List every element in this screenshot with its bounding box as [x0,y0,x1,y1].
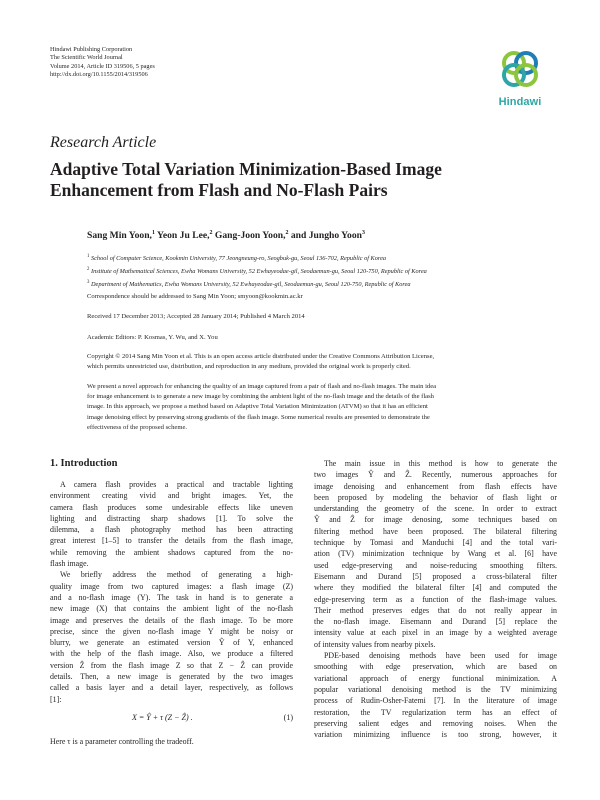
text-line: image denoising and enhancement from flash effects have [314,481,557,491]
academic-editors: Academic Editors: P. Kosmas, Y. Wu, and X. You [87,334,218,341]
text-line: PDE-based denoising methods have been used for image [324,651,557,661]
text-line: lighting and distracting sharp shadows [1]. To solve the [50,513,293,523]
text-line: dilemma, a flash photography method has been attracting [50,525,293,535]
text-line: and a no-flash image (Y). The task in hand is to generate a [50,592,293,602]
equation-1 [50,713,293,727]
text-line: The main issue in this method is how to generate the [324,459,557,468]
affiliation [87,252,427,265]
author-affil-mark: 1 [151,230,155,236]
equation-body: X = Ŷ + τ (Z − Ẑ) . [132,713,193,722]
equation-number: (1) [283,713,293,722]
author-affil-mark: 2 [285,230,289,236]
title-line: Enhancement from Flash and No-Flash Pairs [50,180,388,200]
text-line: edge-preserving term as a function of the flash-image values. [314,594,557,604]
text-line: quality image from two captured images: a flash image (Z) [50,581,293,591]
text-line: filtering method have been proposed. The bilateral filtering [314,526,557,536]
text-line: precise, since the given no-flash image Y might be noisy or [50,626,293,636]
copyright-notice [87,352,557,372]
body-column-right [314,458,557,740]
text-line: understanding the geometry of the scene. In order to extract [314,504,557,514]
publisher: Hindawi Publishing Corporation [50,46,133,53]
text-line: flash image. [50,559,89,569]
paragraph [314,650,557,740]
text-line: Here τ is a parameter controlling the tradeoff. [50,737,194,746]
abstract-line: effectiveness of the proposed scheme. [87,423,188,431]
text-line: while removing the ambient shadows captured from the no- [50,547,293,557]
body-column-left-continued [50,736,293,747]
text-line: Ŷ and Ẑ for image denosing, some techniques based on [314,515,557,525]
text-line: version Ẑ from the flash image Z so that Z − Ẑ can provide [50,660,293,670]
text-line: been proposed by modeling the behavior of flash light or [314,492,557,502]
affil-mark: 2 [87,266,90,272]
text-line: Their method preserves edges that do not really appear in [314,605,557,615]
affil-text: Department of Mathematics, Ewha Womans University, 52 Ewhayeodae-gil, Seodaemun-gu, Seoul 120-750, Republic of Korea [90,280,411,288]
affil-text: Institute of Mathematical Sciences, Ewha Womans University, 52 Ewhayeodae-gil, Seodaemun-gu, Seoul 120-750, Republic of Korea [90,267,427,275]
paragraph [314,458,557,650]
text-line: where they modified the bilateral filter [4] and computed the [314,583,557,593]
hindawi-logo [493,47,547,107]
text-line: environment creating vivid and bright images. Yet, the [50,491,293,501]
paper-title [50,159,520,201]
text-line: blurry, we generate an estimated version Ŷ of Y, enhanced [50,638,293,648]
affil-mark: 3 [87,279,90,285]
journal-header [50,46,155,79]
text-line: new image (X) that contains the ambient light of the no-flash [50,604,293,614]
author-affil-mark: 2 [209,230,213,236]
text-line: camera flash produces some undesirable effects like uneven [50,502,293,512]
text-line: technique by Tomasi and Manduchi [4] and the total vari- [314,538,557,548]
text-line: popular variational denoising method is the TV minimizing [314,684,557,694]
abstract-line: image. In this approach, we propose a method based on Adaptive Total Variation Minimization (ATVM) so that it has an efficient [87,403,428,411]
affiliations [87,252,427,290]
journal-name: The Scientific World Journal [50,54,123,62]
text-line: of intensity values from nearby pixels. [314,639,436,649]
text-line: two images Ŷ and Ẑ. Recently, numerous approaches for [314,470,557,480]
hindawi-logo-icon [493,47,547,91]
text-line: Eisemann and Durand [5] proposed a cross-bilateral filter [314,571,557,581]
text-line: preserving salient edges and removing noises. When the [314,718,557,728]
text-line: with the help of the flash image. Also, we produce a filtered [50,649,293,659]
affiliation [87,265,427,278]
text-line: intensity value at each pixel in an image by a weighted average [314,628,557,638]
text-line: the no-flash image. Eisemann and Durand [5] replace the [314,617,557,627]
abstract [87,382,557,433]
author-affil-mark: 3 [361,230,365,236]
text-line: used edge-preserving and noise-reducing smoothing filters. [314,560,557,570]
text-line: details. Then, a new image is generated by the two images [50,672,293,682]
paragraph [50,479,293,569]
section-heading: 1. Introduction [50,458,118,469]
affil-text: School of Computer Science, Kookmin University, 77 Jeongneung-ro, Seogbuk-gu, Seoul 136-702, Republic of Korea [90,255,387,263]
text-line: ation (TV) minimization technique by Wang et al. [6] have [314,549,557,559]
article-type: Research Article [50,134,157,151]
title-line: Adaptive Total Variation Minimization-Based Image [50,159,442,179]
correspondence: Correspondence should be addressed to Sang Min Yoon; smyoon@kookmin.ac.kr [87,293,303,300]
text-line: process of Rudin-Osher-Fatemi [7]. In the literature of image [314,696,557,706]
volume-info: Volume 2014, Article ID 319506, 5 pages [50,62,155,70]
author-name: and Jungho Yoon [290,230,362,242]
affil-mark: 1 [87,254,90,259]
copyright-line: Copyright © 2014 Sang Min Yoon et al. This is an open access article distributed under the Creative Commons Attribution License, [87,353,435,360]
text-line: called a basis layer and a detail layer, respectively, as follows [50,683,293,693]
text-line: A camera flash provides a practical and tractable lighting [60,480,293,489]
author-name: Sang Min Yoon, [87,230,152,242]
affiliation [87,278,427,291]
paragraph [50,569,293,705]
author-name: Yeon Ju Lee, [157,230,210,242]
text-line: variational approach of energy functional minimization. A [314,673,557,683]
abstract-line: image denoising effect by preserving strong gradients of the flash image. Some numerical results are presented to demonstrate the [87,413,430,421]
text-line: smoothing with edge preservation, which are based on [314,662,557,672]
doi-link[interactable]: http://dx.doi.org/10.1155/2014/319506 [50,70,148,78]
text-line: great interest [1–5] to transfer the details from the flash image, [50,536,293,546]
text-line: image and preserves the details of the flash image. To be more [50,615,293,625]
text-line: variation minimizing influence is too strong, however, it [314,730,557,740]
text-line: [1]: [50,694,62,704]
logo-text: Hindawi [498,96,542,108]
author-list [87,230,365,241]
text-line: restoration, the TV regularization term has an effect of [314,707,557,717]
author-name: Gang-Joon Yoon, [214,230,286,242]
text-line: We briefly address the method of generating a high- [60,570,293,580]
abstract-line: We present a novel approach for enhancing the quality of an image captured from a pair of flash and no-flash images. The main idea [87,383,437,390]
abstract-line: for image enhancement is to generate a new image by combining the ambient light of the no-flash image and the details of the flash [87,393,434,401]
body-column-left [50,479,293,705]
article-dates: Received 17 December 2013; Accepted 28 January 2014; Published 4 March 2014 [87,313,305,320]
copyright-line: which permits unrestricted use, distribution, and reproduction in any medium, provided the original work is properly cited. [87,363,411,371]
